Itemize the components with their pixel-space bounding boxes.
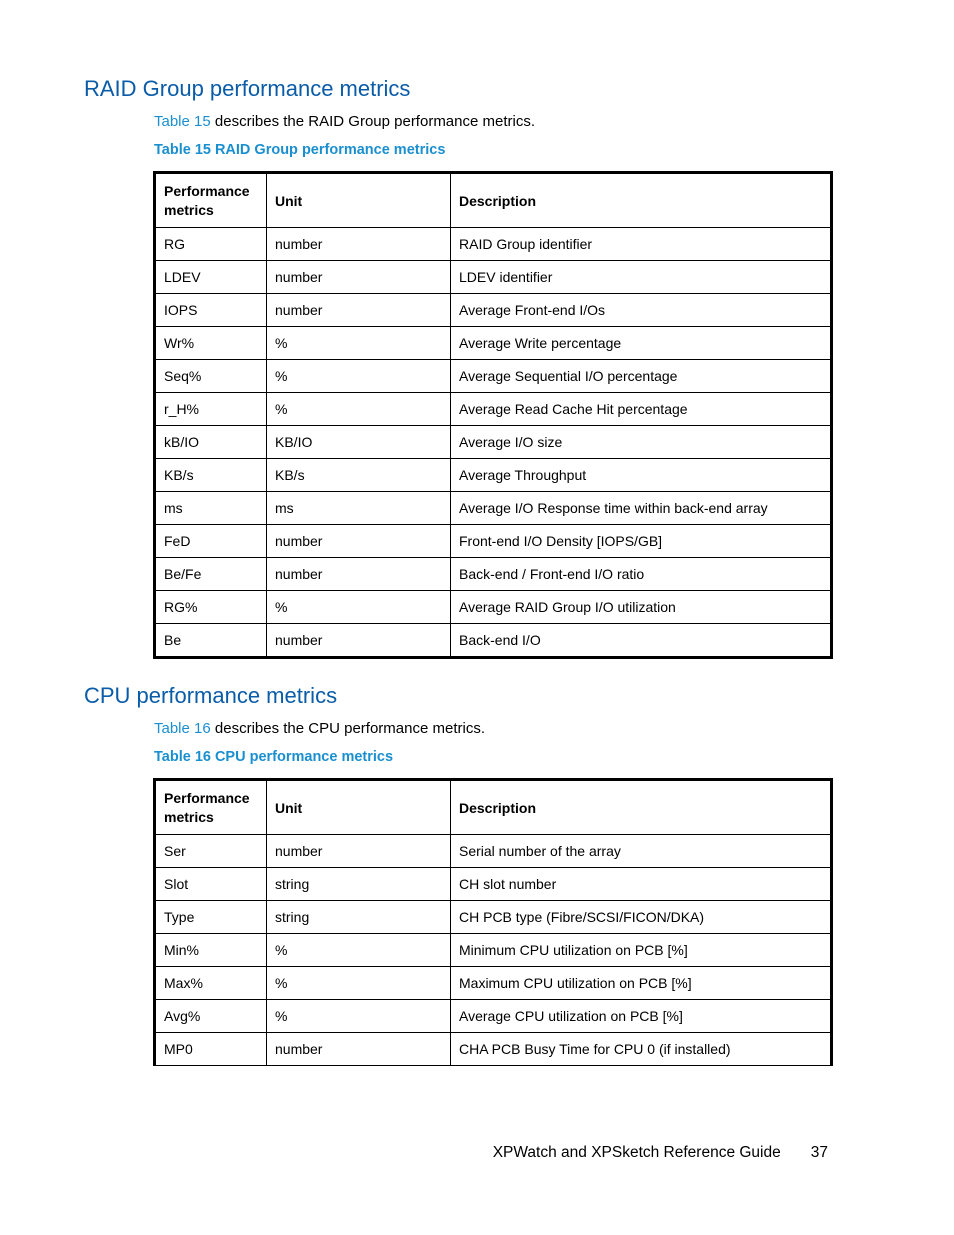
table-header-row — [155, 173, 832, 228]
table-row — [155, 525, 832, 558]
metric-cell: FeD — [155, 525, 267, 558]
metric-cell: RG% — [155, 591, 267, 624]
metric-cell: Seq% — [155, 360, 267, 393]
raid-table-caption — [154, 140, 445, 160]
table-row — [155, 1033, 832, 1066]
metric-cell: Wr% — [155, 327, 267, 360]
column-header-description: Description — [451, 173, 832, 228]
unit-cell: number — [267, 624, 451, 658]
metric-cell: Type — [155, 901, 267, 934]
description-cell: CH PCB type (Fibre/SCSI/FICON/DKA) — [451, 901, 832, 934]
unit-cell: % — [267, 1000, 451, 1033]
unit-cell: number — [267, 558, 451, 591]
page-number: 37 — [810, 1144, 828, 1161]
metric-cell: Avg% — [155, 1000, 267, 1033]
unit-cell: % — [267, 591, 451, 624]
table-row — [155, 459, 832, 492]
unit-cell: % — [267, 327, 451, 360]
raid-metrics-table — [153, 171, 833, 659]
cpu-caption-title: CPU performance metrics — [214, 749, 394, 765]
unit-cell: % — [267, 967, 451, 1000]
unit-cell: number — [267, 525, 451, 558]
table-row — [155, 228, 832, 261]
metric-cell: ms — [155, 492, 267, 525]
table-row — [155, 835, 832, 868]
description-cell: Average I/O Response time within back-end array — [451, 492, 832, 525]
table-row — [155, 558, 832, 591]
unit-cell: % — [267, 393, 451, 426]
description-cell: Back-end I/O — [451, 624, 832, 658]
metric-cell: IOPS — [155, 294, 267, 327]
metric-cell: KB/s — [155, 459, 267, 492]
table-row — [155, 294, 832, 327]
table-body — [155, 228, 832, 658]
unit-cell: number — [267, 228, 451, 261]
description-cell: Serial number of the array — [451, 835, 832, 868]
metric-cell: Slot — [155, 868, 267, 901]
unit-cell: number — [267, 294, 451, 327]
metric-cell: Ser — [155, 835, 267, 868]
metric-cell: MP0 — [155, 1033, 267, 1066]
raid-caption-title: RAID Group performance metrics — [214, 142, 446, 158]
cpu-intro-text: describes the CPU performance metrics. — [210, 720, 485, 737]
table-header-row — [155, 780, 832, 835]
description-cell: Average Front-end I/Os — [451, 294, 832, 327]
column-header-metric: Performance metrics — [155, 780, 267, 835]
table-row — [155, 393, 832, 426]
table-row — [155, 591, 832, 624]
raid-heading: RAID Group performance metrics — [84, 76, 411, 101]
description-cell: RAID Group identifier — [451, 228, 832, 261]
description-cell: Average RAID Group I/O utilization — [451, 591, 832, 624]
metric-cell: LDEV — [155, 261, 267, 294]
table-row — [155, 360, 832, 393]
description-cell: CHA PCB Busy Time for CPU 0 (if installed) — [451, 1033, 832, 1066]
table-row — [155, 261, 832, 294]
description-cell: Average CPU utilization on PCB [%] — [451, 1000, 832, 1033]
cpu-table-caption — [154, 747, 393, 767]
unit-cell: KB/IO — [267, 426, 451, 459]
unit-cell: number — [267, 835, 451, 868]
metric-cell: Be/Fe — [155, 558, 267, 591]
unit-cell: number — [267, 261, 451, 294]
table-row — [155, 492, 832, 525]
metric-cell: Min% — [155, 934, 267, 967]
guide-title: XPWatch and XPSketch Reference Guide — [492, 1144, 781, 1161]
table-row — [155, 624, 832, 658]
raid-intro-text: describes the RAID Group performance metrics. — [210, 113, 536, 130]
table-row — [155, 426, 832, 459]
metric-cell: kB/IO — [155, 426, 267, 459]
column-header-unit: Unit — [267, 780, 451, 835]
unit-cell: ms — [267, 492, 451, 525]
description-cell: Front-end I/O Density [IOPS/GB] — [451, 525, 832, 558]
metric-cell: Be — [155, 624, 267, 658]
column-header-unit: Unit — [267, 173, 451, 228]
unit-cell: string — [267, 901, 451, 934]
cpu-intro — [154, 719, 485, 739]
description-cell: Average I/O size — [451, 426, 832, 459]
metric-cell: r_H% — [155, 393, 267, 426]
description-cell: CH slot number — [451, 868, 832, 901]
raid-caption-number: Table 15 — [154, 142, 211, 158]
description-cell: Minimum CPU utilization on PCB [%] — [451, 934, 832, 967]
column-header-description: Description — [451, 780, 832, 835]
cpu-caption-number: Table 16 — [154, 749, 211, 765]
cpu-heading: CPU performance metrics — [84, 683, 338, 708]
description-cell: Back-end / Front-end I/O ratio — [451, 558, 832, 591]
description-cell: Average Sequential I/O percentage — [451, 360, 832, 393]
metric-cell: RG — [155, 228, 267, 261]
unit-cell: % — [267, 360, 451, 393]
unit-cell: number — [267, 1033, 451, 1066]
column-header-metric: Performance metrics — [155, 173, 267, 228]
table-row — [155, 868, 832, 901]
table-row — [155, 967, 832, 1000]
table-row — [155, 934, 832, 967]
table-16-link[interactable]: Table 16 — [154, 720, 211, 737]
table-header — [155, 173, 832, 228]
table-header — [155, 780, 832, 835]
unit-cell: KB/s — [267, 459, 451, 492]
table-row — [155, 1000, 832, 1033]
unit-cell: string — [267, 868, 451, 901]
description-cell: Maximum CPU utilization on PCB [%] — [451, 967, 832, 1000]
page-footer — [493, 1142, 828, 1164]
table-row — [155, 901, 832, 934]
description-cell: LDEV identifier — [451, 261, 832, 294]
table-body — [155, 835, 832, 1066]
description-cell: Average Read Cache Hit percentage — [451, 393, 832, 426]
table-row — [155, 327, 832, 360]
cpu-metrics-table — [153, 778, 833, 1066]
unit-cell: % — [267, 934, 451, 967]
description-cell: Average Write percentage — [451, 327, 832, 360]
table-15-link[interactable]: Table 15 — [154, 113, 211, 130]
description-cell: Average Throughput — [451, 459, 832, 492]
raid-intro — [154, 112, 535, 132]
metric-cell: Max% — [155, 967, 267, 1000]
